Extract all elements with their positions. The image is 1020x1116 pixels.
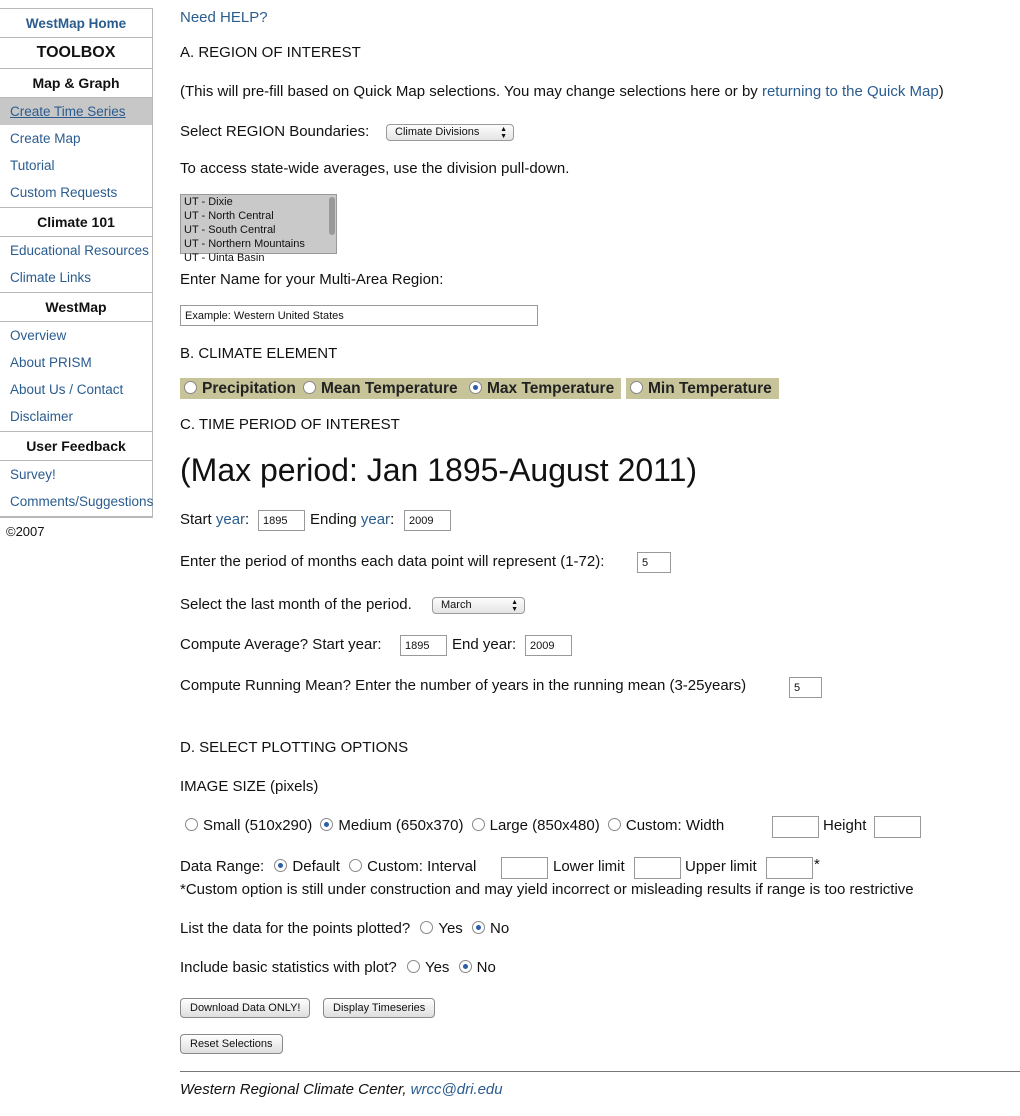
westmap-group (0, 322, 152, 432)
range-custom-option[interactable] (349, 858, 476, 875)
avg-end-label: End year: (452, 636, 517, 653)
prefill-text: (This will pre-fill based on Quick Map selections. You may change selections here or by (180, 83, 762, 100)
stats-yes-option[interactable] (407, 959, 449, 976)
quick-map-link[interactable]: returning to the Quick Map (761, 83, 939, 100)
max-temp-option[interactable] (469, 378, 614, 399)
sidebar-item-disclaimer[interactable]: Disclaimer (10, 409, 74, 424)
ending-year-input[interactable]: 2009 (404, 510, 451, 531)
radio-selected-icon[interactable] (274, 859, 287, 872)
sidebar-item-survey[interactable]: Survey! (10, 467, 56, 482)
image-size-label: IMAGE SIZE (pixels) (180, 778, 319, 795)
radio-icon[interactable] (420, 921, 433, 934)
range-custom-label: Custom: Interval (367, 858, 477, 875)
size-options-row (185, 817, 724, 834)
region-label: Select REGION Boundaries: (180, 123, 370, 140)
sidebar-item-create-time-series[interactable]: Create Time Series (0, 98, 152, 125)
no-label: No (489, 920, 510, 937)
custom-width-input[interactable] (772, 816, 819, 838)
list-data-yes-option[interactable] (420, 920, 462, 937)
start-label: Start (180, 511, 216, 528)
last-month-select[interactable] (432, 597, 525, 614)
section-d-heading: D. SELECT PLOTTING OPTIONS (180, 739, 409, 756)
radio-selected-icon[interactable] (469, 381, 482, 394)
running-mean-input[interactable]: 5 (789, 677, 822, 698)
toolbox-heading: TOOLBOX (0, 38, 152, 69)
last-month-value: March (441, 599, 472, 611)
mean-temp-option[interactable] (303, 378, 458, 399)
select-arrows-icon: ▲ ▼ (500, 126, 507, 140)
radio-icon[interactable] (472, 818, 485, 831)
range-default-label: Default (292, 858, 340, 875)
section-a-heading: A. REGION OF INTEREST (180, 44, 361, 61)
radio-icon[interactable] (185, 818, 198, 831)
min-temp-group (626, 378, 779, 399)
radio-icon[interactable] (630, 381, 643, 394)
radio-icon[interactable] (608, 818, 621, 831)
average-label: Compute Average? Start year: (180, 636, 382, 653)
stats-row (180, 959, 496, 976)
prefill-close: ) (938, 83, 944, 100)
listbox-scrollbar[interactable] (329, 197, 335, 235)
start-year-row (180, 511, 249, 528)
max-temp-label: Max Temperature (487, 380, 615, 397)
min-temp-option[interactable] (630, 378, 772, 399)
feedback-group (0, 461, 152, 517)
division-option[interactable]: UT - Uinta Basin (184, 252, 265, 264)
region-name-label: Enter Name for your Multi-Area Region: (180, 271, 444, 288)
size-custom-label: Custom: Width (625, 817, 725, 834)
sidebar-item-overview[interactable]: Overview (10, 328, 67, 343)
sidebar-item-climate-links[interactable]: Climate Links (10, 270, 92, 285)
list-data-label: List the data for the points plotted? (180, 920, 411, 937)
custom-height-input[interactable] (874, 816, 921, 838)
radio-icon[interactable] (184, 381, 197, 394)
ending-label: Ending (310, 511, 361, 528)
radio-selected-icon[interactable] (320, 818, 333, 831)
division-option[interactable]: UT - South Central (184, 224, 276, 236)
colon: : (390, 511, 395, 528)
prefill-note (180, 83, 944, 100)
no-label: No (476, 959, 496, 976)
size-medium-label: Medium (650x370) (338, 817, 464, 834)
user-feedback-heading: User Feedback (0, 432, 152, 461)
section-c-heading: C. TIME PERIOD OF INTEREST (180, 416, 400, 433)
precip-label: Precipitation (202, 380, 296, 397)
climate-element-group (180, 378, 621, 399)
footer-email-link[interactable]: wrcc@dri.edu (410, 1081, 503, 1098)
map-graph-group (0, 98, 152, 208)
footer-divider (180, 1071, 1020, 1072)
yes-label: Yes (424, 959, 450, 976)
precip-option[interactable] (184, 378, 296, 399)
start-year-link[interactable]: year (215, 511, 246, 528)
colon: : (245, 511, 250, 528)
division-listbox[interactable] (180, 194, 337, 264)
sidebar-nav (0, 8, 153, 539)
sidebar-item-tutorial[interactable]: Tutorial (10, 158, 55, 173)
footer (180, 1081, 503, 1098)
help-link[interactable]: Need HELP? (180, 9, 268, 26)
division-option[interactable]: UT - North Central (184, 210, 274, 222)
list-data-no-option[interactable] (472, 920, 509, 937)
max-period-heading: (Max period: Jan 1895-August 2011) (180, 452, 698, 488)
radio-selected-icon[interactable] (459, 960, 472, 973)
region-select-value: Climate Divisions (395, 126, 480, 138)
sidebar-item-educational-resources[interactable]: Educational Resources (10, 243, 149, 258)
climate101-group (0, 237, 152, 293)
stats-label: Include basic statistics with plot? (180, 959, 397, 976)
avg-end-input[interactable]: 2009 (525, 635, 572, 656)
radio-selected-icon[interactable] (472, 921, 485, 934)
westmap-heading: WestMap (0, 293, 152, 322)
statewide-note: To access state-wide averages, use the division pull-down. (180, 160, 570, 177)
asterisk-mark: * (814, 856, 820, 873)
range-default-option[interactable] (274, 858, 340, 875)
footer-text: Western Regional Climate Center, (180, 1081, 411, 1098)
display-timeseries-button[interactable]: Display Timeseries (323, 998, 435, 1018)
running-mean-label: Compute Running Mean? Enter the number of years in the running mean (3-25years) (180, 677, 747, 694)
size-custom-option[interactable] (608, 817, 724, 834)
size-large-label: Large (850x480) (489, 817, 600, 834)
height-label: Height (823, 817, 867, 834)
stats-no-option[interactable] (459, 959, 496, 976)
radio-icon[interactable] (303, 381, 316, 394)
months-input[interactable]: 5 (637, 552, 671, 573)
download-data-button[interactable]: Download Data ONLY! (180, 998, 310, 1018)
data-range-row (180, 858, 476, 875)
sidebar-box (0, 8, 153, 518)
westmap-home-link[interactable]: WestMap Home (0, 9, 152, 38)
ending-year-row (310, 511, 394, 528)
data-range-label: Data Range: (180, 858, 265, 875)
sidebar-item-custom-requests[interactable]: Custom Requests (10, 185, 118, 200)
region-boundaries-select[interactable] (386, 124, 514, 141)
list-data-row (180, 920, 509, 937)
division-option[interactable]: UT - Dixie (184, 196, 233, 208)
sidebar-item-about-us[interactable]: About Us / Contact (10, 382, 124, 397)
size-medium-option[interactable] (320, 817, 463, 834)
sidebar-item-comments[interactable]: Comments/Suggestions (10, 494, 154, 509)
select-arrows-icon: ▲ ▼ (511, 599, 518, 613)
lower-limit-label: Lower limit (553, 858, 625, 875)
region-name-input[interactable]: Example: Western United States (180, 305, 538, 326)
start-year-input[interactable]: 1895 (258, 510, 305, 531)
climate101-heading: Climate 101 (0, 208, 152, 237)
range-interval-input[interactable] (501, 857, 548, 879)
size-small-label: Small (510x290) (203, 817, 313, 834)
ending-year-link[interactable]: year (360, 511, 391, 528)
custom-range-note: *Custom option is still under construction and may yield incorrect or misleading results if range is too restrictive (180, 881, 914, 898)
upper-limit-input[interactable] (766, 857, 813, 879)
last-month-label: Select the last month of the period. (180, 596, 412, 613)
sidebar-item-create-map[interactable]: Create Map (10, 131, 81, 146)
sidebar-item-about-prism[interactable]: About PRISM (10, 355, 92, 370)
map-graph-heading: Map & Graph (0, 69, 152, 98)
division-option[interactable]: UT - Northern Mountains (184, 238, 305, 250)
yes-label: Yes (438, 920, 463, 937)
mean-temp-label: Mean Temperature (321, 380, 458, 397)
section-b-heading: B. CLIMATE ELEMENT (180, 345, 338, 362)
radio-icon[interactable] (349, 859, 362, 872)
reset-selections-button[interactable]: Reset Selections (180, 1034, 283, 1054)
size-large-option[interactable] (472, 817, 600, 834)
avg-start-input[interactable]: 1895 (400, 635, 447, 656)
min-temp-label: Min Temperature (648, 380, 772, 397)
months-label: Enter the period of months each data point will represent (1-72): (180, 553, 605, 570)
size-small-option[interactable] (185, 817, 312, 834)
copyright: ©2007 (6, 524, 45, 539)
lower-limit-input[interactable] (634, 857, 681, 879)
radio-icon[interactable] (407, 960, 420, 973)
upper-limit-label: Upper limit (685, 858, 757, 875)
